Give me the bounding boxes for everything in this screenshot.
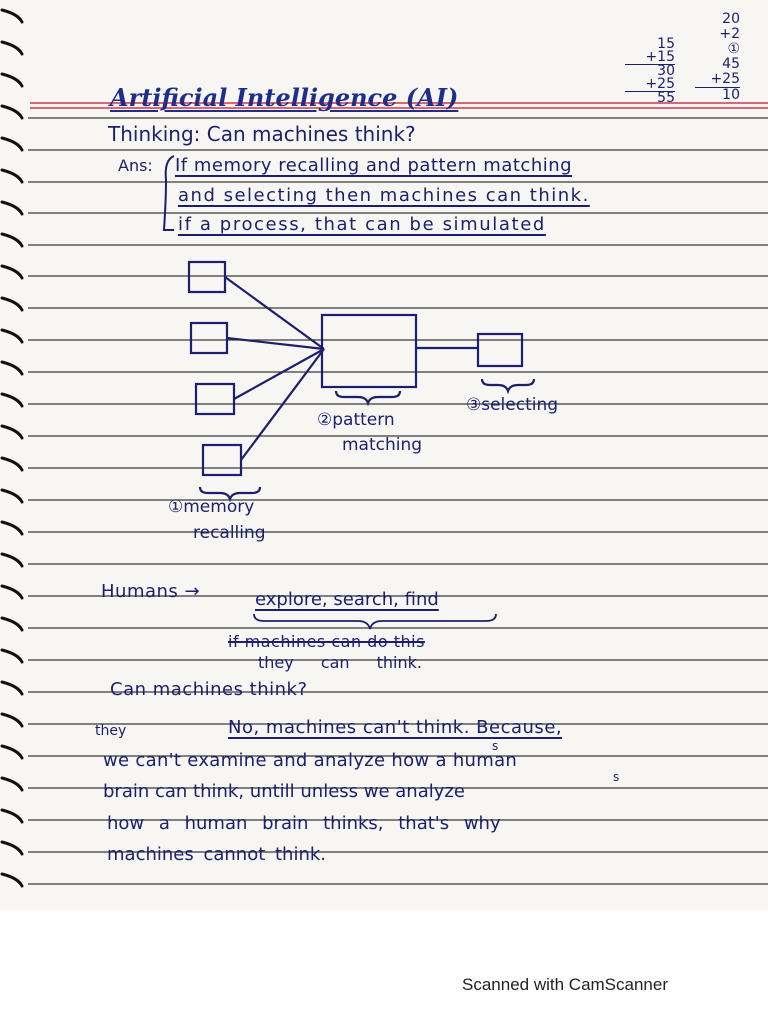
answer-line: If memory recalling and pattern matching (175, 155, 573, 176)
sum-line: +25 (695, 72, 740, 88)
s-mark: s (492, 739, 499, 753)
memory-box (189, 262, 225, 292)
humans-prefix: Humans → (101, 581, 201, 602)
process-diagram (0, 255, 768, 515)
scanner-watermark: Scanned with CamScanner (462, 975, 669, 994)
memory-label: ①memory (168, 497, 255, 517)
sum-line: +2 (719, 26, 740, 42)
conclusion-line: how a human brain thinks, that's why (107, 813, 501, 834)
sum-line: 55 (657, 90, 675, 106)
selecting-label: ③selecting (466, 395, 559, 415)
actions-brace (250, 612, 510, 634)
pattern-box (322, 315, 416, 387)
conclusion-line: No, machines can't think. Because, (228, 717, 563, 738)
s-mark: s (613, 770, 620, 784)
humans-follow: they can think. (258, 653, 422, 672)
conclusion-line: we can't examine and analyze how a human (103, 750, 518, 771)
answer-line: and selecting then machines can think. (178, 185, 590, 206)
sum-line: +15 (625, 51, 675, 65)
selecting-box (478, 334, 522, 366)
answer-line: if a process, that can be simulated (178, 214, 546, 235)
sum-line: 45 (722, 56, 740, 72)
sum-right (695, 12, 740, 103)
thinking-heading: Thinking: Can machines think? (108, 122, 416, 146)
sum-left (625, 38, 675, 105)
answer-prefix: Ans: (118, 156, 153, 175)
sum-line: +25 (625, 78, 675, 92)
memory-label: recalling (193, 523, 266, 543)
sum-line: ① (727, 41, 740, 57)
sum-line: 20 (722, 11, 740, 27)
answer-bracket (160, 150, 180, 240)
conclusion-line: brain can think, untill unless we analyze (103, 781, 465, 802)
pattern-label: matching (342, 435, 423, 455)
page-title: Artificial Intelligence (AI) (110, 83, 459, 112)
sum-line: 10 (722, 87, 740, 103)
struck-text: if machines can do this (228, 632, 425, 651)
correction-word: they (95, 723, 127, 739)
memory-box (191, 323, 227, 353)
sum-line: 15 (657, 36, 675, 52)
humans-actions: explore, search, find (255, 589, 439, 610)
memory-box (196, 384, 234, 414)
pattern-label: ②pattern (317, 410, 395, 430)
question-heading: Can machines think? (110, 679, 308, 700)
sum-line: 30 (657, 63, 675, 79)
conclusion-line: machines cannot think. (107, 844, 327, 865)
memory-box (203, 445, 241, 475)
